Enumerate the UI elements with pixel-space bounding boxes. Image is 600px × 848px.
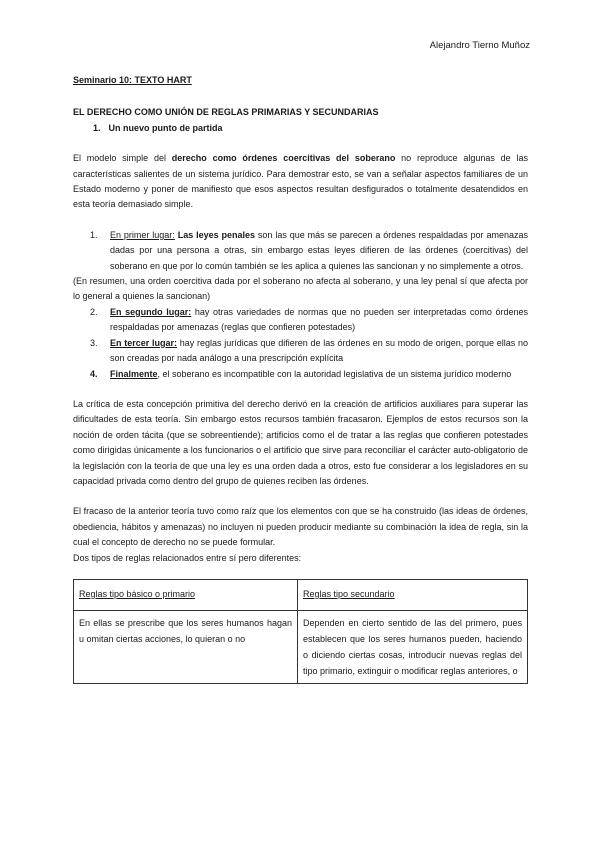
document-body <box>73 73 528 684</box>
subsection-heading <box>93 121 528 136</box>
rules-table <box>73 579 528 684</box>
summary-paragraph: (En resumen, una orden coercitiva dada por el soberano no afecta al soberano, y una ley penal sí que afecta por lo general a quienes la sancionan) <box>73 276 528 302</box>
subsection-number: 1. <box>93 122 101 133</box>
subsection-title: Un nuevo punto de partida <box>108 122 223 133</box>
table-header-secondary: Reglas tipo secundario <box>298 579 528 610</box>
table-header-row <box>74 579 528 610</box>
table-header-primary: Reglas tipo básico o primario <box>74 579 298 610</box>
list-item-2 <box>73 305 528 336</box>
list-item-3 <box>73 336 528 367</box>
list-item-number: 2. <box>90 306 98 317</box>
list-item-text: hay otras variedades de normas que no pueden ser interpretadas como órdenes respaldadas por amenazas (reglas que confieren potestades) <box>110 306 528 333</box>
seminar-title: Seminario 10: TEXTO HART <box>73 75 192 85</box>
critica-paragraph: La crítica de esta concepción primitiva del derecho derivó en la creación de artificios auxiliares para superar las dificultades de esta teoría. Sin embargo estos recursos también fracasaron. Ejemplos de estos recursos son la noción de orden tácita (que se sobreentiende); artificios como el de tratar a las reglas que confieren potestades como dirigidas únicamente a los funcionarios o el artificio que sirve para reconciliar el carácter auto-obligatorio de la legislación con la teoría de que una ley es una orden dada a otros, esto fue considerar a los legisladores en su capacidad privada como dentro del grupo de quienes reciben las órdenes. <box>73 398 528 486</box>
list-item-label: Finalmente <box>110 368 158 379</box>
list-item-number: 1. <box>90 229 98 240</box>
list-item-text: son las que más se parecen a órdenes respaldadas por amenazas dadas por una persona a otras, sin embargo estas leyes difieren de las órdenes (coercitivas) del soberano en que por lo común también se les aplica a quienes las sancionan y no simplemente a otros. <box>110 229 528 271</box>
list-item-text: hay reglas jurídicas que difieren de las órdenes en su modo de origen, porque ellas no son creadas por nada análogo a una prescripción explícita <box>110 337 528 364</box>
fracaso-paragraph: El fracaso de la anterior teoría tuvo como raíz que los elementos con que se ha construido (las ideas de órdenes, obediencia, hábitos y amenazas) no incluyen ni pueden producir mediante su combinación la idea de regla, sin la cual el concepto de derecho no se puede formular. <box>73 506 528 548</box>
list-item-text: , el soberano es incompatible con la autoridad legislativa de un sistema jurídico moderno <box>157 368 512 379</box>
list-item-label: En segundo lugar: <box>110 306 192 317</box>
intro-pre: El modelo simple del <box>73 153 172 164</box>
table-cell-primary: En ellas se prescribe que los seres humanos hagan u omitan ciertas acciones, lo quieran o no <box>74 610 298 683</box>
intro-bold: derecho como órdenes coercitivas del soberano <box>171 153 396 164</box>
list-item-bold: Las leyes penales <box>177 229 256 240</box>
table-row <box>74 610 528 683</box>
list-item-label: En tercer lugar: <box>110 337 177 348</box>
intro-paragraph <box>73 151 528 213</box>
main-title: EL DERECHO COMO UNIÓN DE REGLAS PRIMARIAS Y SECUNDARIAS <box>73 107 379 118</box>
intro-post: no reproduce algunas de las características salientes de un sistema jurídico. Para demostrar esto, se van a señalar aspectos familiares de un Estado moderno y poner de manifiesto que esos aspectos resultan desfigurados o totalmente desatendidos en esta teoría demasiado simple. <box>73 153 528 210</box>
author-name: Alejandro Tierno Muñoz <box>429 40 530 51</box>
table-cell-secondary: Dependen en cierto sentido de las del primero, pues establecen que los seres humanos pueden, haciendo o diciendo ciertas cosas, introducir nuevas reglas del tipo primario, extinguir o modificar reglas anteriores, o <box>298 610 528 683</box>
list-item-label: En primer lugar: <box>110 229 175 240</box>
list-item-number: 3. <box>90 337 98 348</box>
list-item-1 <box>73 228 528 274</box>
list-item-4 <box>73 367 528 382</box>
two-types-line: Dos tipos de reglas relacionados entre sí pero diferentes: <box>73 552 302 563</box>
list-item-number: 4. <box>90 368 98 379</box>
